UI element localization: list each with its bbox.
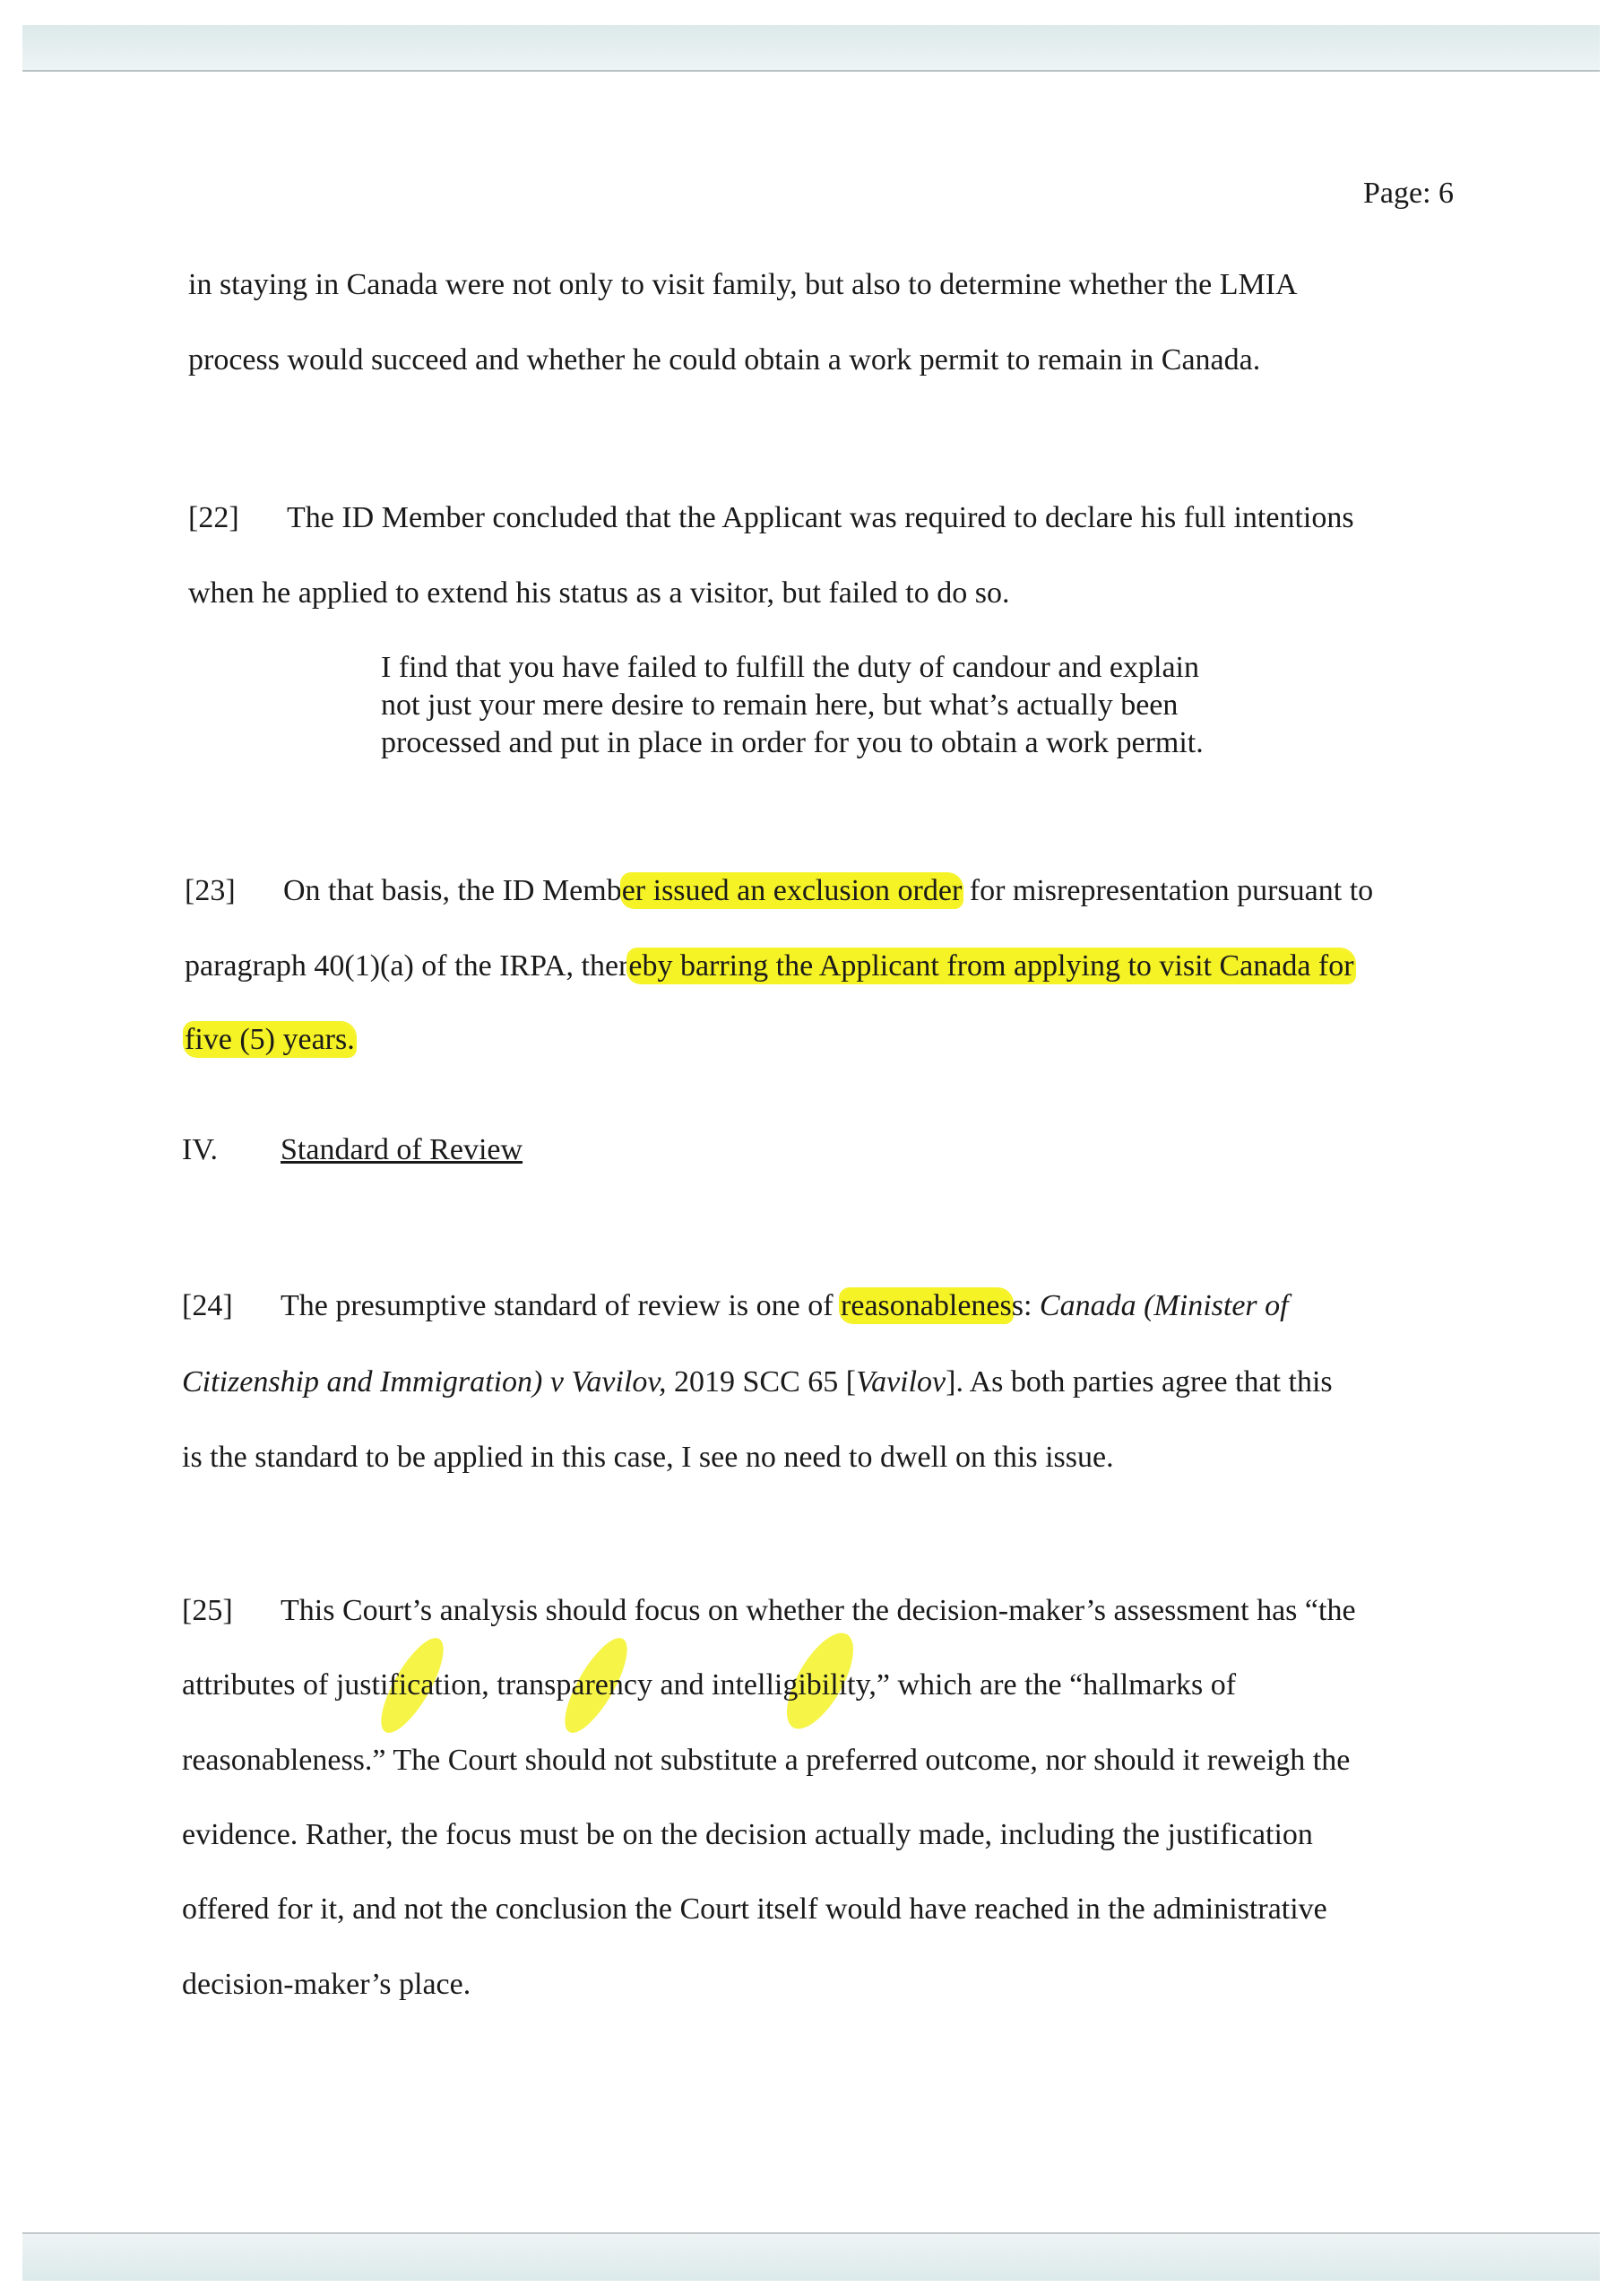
- quote-line: I find that you have failed to fulfill the duty of candour and explain: [381, 651, 1200, 684]
- quote-line: not just your mere desire to remain here, but what’s actually been: [381, 688, 1179, 722]
- highlighted-text: eby barring the Applicant from applying to visit Canada for: [628, 949, 1354, 983]
- para-25-line-3: reasonableness.” The Court should not substitute a preferred outcome, nor should it reweigh the: [182, 1744, 1351, 1777]
- text: On that basis, the ID Memb: [283, 874, 622, 907]
- highlighted-text: er issued an exclusion order: [621, 874, 963, 907]
- block-quote: [381, 649, 1277, 762]
- para-22-line-1: [188, 500, 1354, 536]
- para-25-line-2: [182, 1667, 1236, 1703]
- scan-edge-top: [22, 25, 1600, 72]
- paragraph-number: [22]: [188, 501, 239, 534]
- text: paragraph 40(1)(a) of the IRPA, ther: [185, 949, 629, 983]
- section-heading: [182, 1133, 523, 1167]
- highlighted-text: reasonablenes: [841, 1289, 1012, 1322]
- case-citation: Canada (Minister of: [1039, 1289, 1289, 1322]
- paragraph-number: [24]: [182, 1289, 233, 1322]
- section-title: Standard of Review: [281, 1133, 523, 1166]
- page-number: Page: 6: [1363, 177, 1455, 210]
- scan-edge-bottom: [22, 2232, 1600, 2281]
- para-23-line-3: [185, 1022, 355, 1058]
- para-21-line-1: in staying in Canada were not only to visit family, but also to determine whether the LMIA: [188, 268, 1298, 301]
- para-24-line-3: is the standard to be applied in this case, I see no need to dwell on this issue.: [182, 1441, 1114, 1474]
- text: attributes of justification, transparency and intelligibility,” which are the “hallmarks of: [182, 1668, 1237, 1702]
- text: 2019 SCC 65 [: [666, 1365, 857, 1399]
- text: ]. As both parties agree that this: [946, 1365, 1333, 1399]
- text: The presumptive standard of review is one of: [281, 1289, 842, 1322]
- case-citation: Citizenship and Immigration) v Vavilov,: [182, 1365, 667, 1399]
- text: s:: [1011, 1289, 1040, 1322]
- para-22-line-2: when he applied to extend his status as a visitor, but failed to do so.: [188, 576, 1010, 610]
- para-23-line-2: [185, 948, 1354, 984]
- para-24-line-2: [182, 1364, 1333, 1400]
- quote-line: processed and put in place in order for you to obtain a work permit.: [381, 726, 1204, 759]
- para-25-line-5: offered for it, and not the conclusion the Court itself would have reached in the administrative: [182, 1892, 1327, 1926]
- highlighted-text: five (5) years.: [185, 1023, 355, 1056]
- paragraph-number: [25]: [182, 1594, 233, 1627]
- para-25-line-6: decision-maker’s place.: [182, 1968, 471, 2001]
- paragraph-number: [23]: [185, 874, 236, 907]
- text: This Court’s analysis should focus on whether the decision-maker’s assessment has “the: [281, 1594, 1356, 1627]
- para-25-line-1: [182, 1593, 1356, 1629]
- para-23-line-1: [185, 873, 1373, 909]
- para-22-text: The ID Member concluded that the Applicant was required to declare his full intentions: [287, 501, 1354, 534]
- para-24-line-1: [182, 1288, 1289, 1324]
- para-25-line-4: evidence. Rather, the focus must be on the decision actually made, including the justification: [182, 1818, 1313, 1851]
- section-number: IV.: [182, 1133, 218, 1166]
- case-short-name: Vavilov: [856, 1365, 946, 1399]
- para-21-line-2: process would succeed and whether he could obtain a work permit to remain in Canada.: [188, 343, 1261, 377]
- text: for misrepresentation pursuant to: [962, 874, 1374, 907]
